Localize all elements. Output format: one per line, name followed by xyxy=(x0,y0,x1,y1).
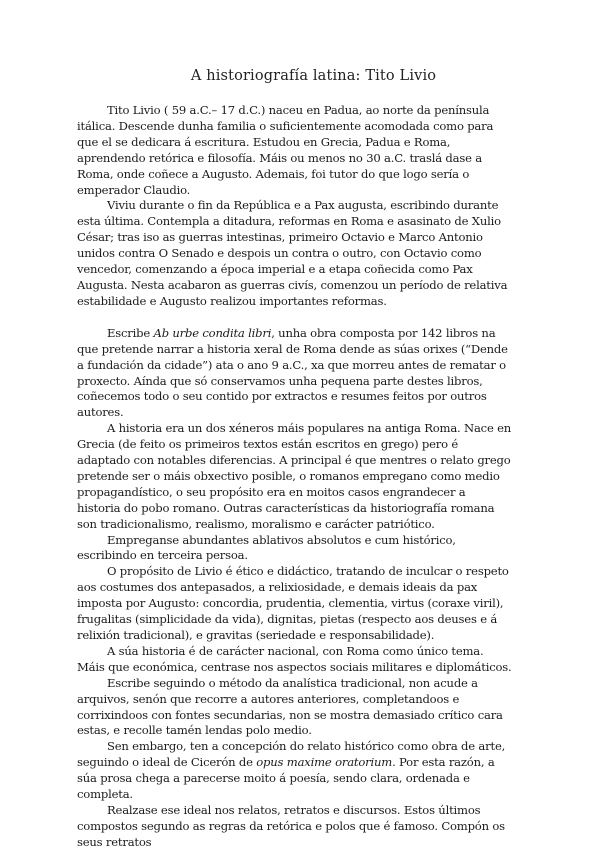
paragraph-genre xyxy=(77,421,512,532)
paragraph-text: O propósito de Livio é ético e didáctico, tratando de inculcar o respeto aos costumes dos antepasados, a relixiosidade, e demais ideais da pax imposta por Augusto: concordia, prudentia, clementia, virtus (coraxe viril), frugalitas (simplicidade da vida), dignitas, pietas (respecto aos deuses e á relixión tradicional), e gravitas (seriedade e responsabilidade). xyxy=(77,564,509,642)
paragraph-text: . Por esta razón, a súa prosa chega a parecerse moito á poesía, sendo clara, ordenada e completa. xyxy=(77,755,495,802)
paragraph-text: A historia era un dos xéneros máis populares na antiga Roma. Nace en Grecia (de feito os primeiros textos están escritos en grego) pero é adaptado con notables diferencias. A principal é que mentres o relato grego pretende ser o máis obxectivo posible, o romanos empregano como medio propagandístico, o seu propósito era en moitos casos engrandecer a historia do pobo romano. Outras características da historiografía romana son tradicionalismo, realismo, moralismo e carácter patriótico. xyxy=(77,421,512,531)
paragraph-text: A súa historia é de carácter nacional, con Roma como único tema. Máis que económica, centrase nos aspectos sociais militares e diplomáticos. xyxy=(77,643,512,674)
paragraph-purpose xyxy=(77,564,512,644)
paragraph-text: Realzase ese ideal nos relatos, retratos e discursos. Estos últimos compostos segundo as regras da retórica e polos que é famoso. Compón os seus retratos xyxy=(77,802,505,849)
document-body xyxy=(77,103,512,851)
work-title-italic: Ab urbe condita libri xyxy=(153,325,272,340)
paragraph-text: , unha obra composta por 142 libros na que pretende narrar a historia xeral de Roma dende as súas orixes (“Dende a fundación da cidade”) ata o ano 9 a.C., xa que morreu antes de rematar o proxecto. Aínda que só conservamos unha pequena parte destes libros, coñecemos todo o seu contido por extractos e resumes feitos por outros autores. xyxy=(77,325,508,420)
paragraph-text: Viviu durante o fin da República e a Pax augusta, escribindo durante esta última. Contempla a ditadura, reformas en Roma e asasinato de Xulio César; tras iso as guerras intestinas, primeiro Octavio e Marco Antonio unidos contra O Senado e despois un contra o outro, con Octavio como vencedor, comenzando a época imperial e a etapa coñecida como Pax Augusta. Nesta acabaron as guerras civís, comenzou un período de relativa estabilidade e Augusto realizou importantes reformas. xyxy=(77,198,508,308)
paragraph-art xyxy=(77,739,512,803)
paragraph-text: Tito Livio ( 59 a.C.– 17 d.C.) naceu en Padua, ao norte da península itálica. Descende dunha familia o suficientemente acomodada como para que el se dedicara á escritura. Estudou en Grecia, Padua e Roma, aprendendo retórica e filosofía. Máis ou menos no 30 a.C. traslá dase a Roma, onde coñece a Augusto. Ademais, foi tutor do que logo sería o emperador Claudio. xyxy=(77,103,494,197)
cicero-phrase-italic: opus maxime oratorium xyxy=(256,755,393,770)
paragraph-portraits xyxy=(77,803,512,851)
paragraph-method xyxy=(77,676,512,740)
paragraph-text: Empreganse abundantes ablativos absolutos e cum histórico, escribindo en terceira persoa. xyxy=(77,532,456,563)
paragraph-style xyxy=(77,533,512,565)
paragraph-work xyxy=(77,326,512,421)
page-title: A historiografía latina: Tito Livio xyxy=(190,68,437,84)
paragraph-context xyxy=(77,198,512,309)
paragraph-birth xyxy=(77,103,512,198)
paragraph-text: Sen embargo, ten a concepción do relato histórico como obra de arte, seguindo o ideal de Cicerón de xyxy=(77,739,506,770)
paragraph-text: Escribe seguindo o método da analística tradicional, non acude a arquivos, senón que recorre a autores anteriores, completandoos e corrixindoos con fontes secundarias, non se mostra demasiado crítico cara estas, e recolle tamén lendas polo medio. xyxy=(77,675,503,738)
paragraph-national xyxy=(77,644,512,676)
paragraph-text: Escribe xyxy=(107,325,154,340)
